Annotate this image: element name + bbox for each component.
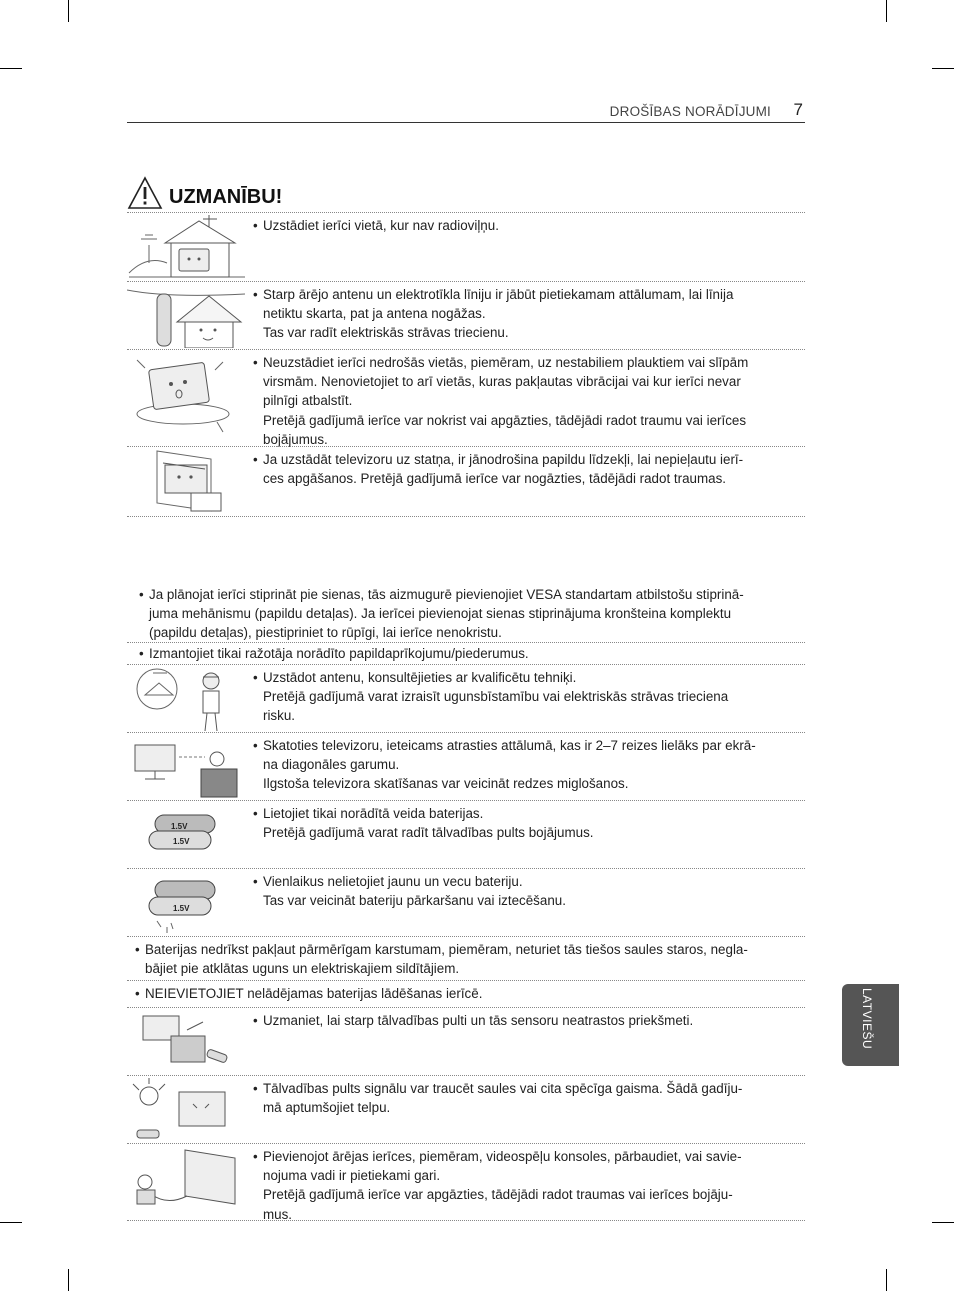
battery-label: 1.5V xyxy=(171,822,188,831)
list-item xyxy=(127,664,805,732)
item-line: Uzstādiet ierīci vietā, kur nav radioviļņu. xyxy=(263,218,499,233)
battery-label: 1.5V xyxy=(173,904,190,913)
crop-mark xyxy=(886,0,887,22)
caution-list xyxy=(127,212,805,1221)
item-line: Vienlaikus nelietojiet jaunu un vecu bateriju. xyxy=(263,874,523,889)
list-item xyxy=(127,516,805,642)
item-line: Ja plānojat ierīci stiprināt pie sienas, tās aizmugurē pievienojiet VESA standartam atbilstošu stiprinā- xyxy=(149,587,744,602)
item-line: NEIEVIETOJIET nelādējamas baterijas lādēšanas ierīcē. xyxy=(145,986,483,1001)
crop-mark xyxy=(0,1222,22,1223)
language-tab xyxy=(842,984,899,1066)
external-device-illustration xyxy=(127,1146,245,1225)
item-line: Baterijas nedrīkst pakļaut pārmērīgam karstumam, piemēram, neturiet tās tiešos saules staros, negla- xyxy=(145,942,748,957)
list-item xyxy=(127,212,805,281)
item-line: Starp ārējo antenu un elektrotīkla līniju ir jābūt pietiekamam attālumam, lai līnija xyxy=(263,287,734,302)
page-header xyxy=(127,100,805,123)
warning-triangle-icon xyxy=(127,176,163,210)
battery-illustration xyxy=(127,803,245,874)
crop-mark xyxy=(932,1222,954,1223)
item-line: (papildu detaļas), piestipriniet to rūpīgi, lai ierīce nenokristu. xyxy=(149,625,502,641)
crop-mark xyxy=(68,1269,69,1291)
house-antenna-illustration xyxy=(127,215,245,286)
item-note: Pretējā gadījumā ierīce var apgāzties, tādējādi radot traumas vai ierīces bojāju- xyxy=(263,1187,733,1203)
tv-stand-illustration xyxy=(127,449,245,520)
item-line: ces apgāšanos. Pretējā gadījumā ierīce var nogāzties, tādējādi radot traumas. xyxy=(263,471,726,487)
antenna-powerline-illustration xyxy=(127,284,245,353)
old-new-battery-illustration xyxy=(127,871,245,942)
item-line: Tālvadības pults signālu var traucēt saules vai cita spēcīga gaisma. Šādā gadīju- xyxy=(263,1081,743,1096)
item-line: nojuma vadi ir pietiekami gari. xyxy=(263,1168,441,1184)
list-item xyxy=(127,732,805,800)
item-line: mā aptumšojiet telpu. xyxy=(263,1100,391,1116)
item-note: Pretējā gadījumā ierīce var nokrist vai apgāzties, tādējādi radot traumu vai ierīces xyxy=(263,412,747,428)
item-note: Pretējā gadījumā varat izraisīt ugunsbīstamību vai elektriskās strāvas trieciena xyxy=(263,689,729,705)
item-note: Pretējā gadījumā varat radīt tālvadības pults bojājumus. xyxy=(263,825,594,841)
item-line: virsmām. Nenovietojiet to arī vietās, kuras pakļautas vibrācijai vai kur ierīci nevar xyxy=(263,374,741,390)
item-line: Neuzstādiet ierīci nedrošās vietās, piemēram, uz nestabiliem plauktiem vai slīpām xyxy=(263,355,749,370)
warning-heading xyxy=(127,176,805,212)
crop-mark xyxy=(68,0,69,22)
item-line: netiktu skarta, pat ja antena nogāžas. xyxy=(263,306,486,322)
item-note: mus. xyxy=(263,1206,293,1222)
item-note: risku. xyxy=(263,708,295,724)
language-tab-label: LATVIEŠU xyxy=(860,988,874,1050)
list-item xyxy=(127,349,805,446)
list-item xyxy=(127,868,805,936)
item-line: Uzstādot antenu, konsultējieties ar kvalificētu tehniķi. xyxy=(263,670,577,685)
tv-falling-illustration xyxy=(127,352,245,447)
item-line: Uzmaniet, lai starp tālvadības pulti un tās sensoru neatrastos priekšmeti. xyxy=(263,1013,694,1028)
list-item xyxy=(127,936,805,980)
list-item xyxy=(127,1143,805,1221)
list-item xyxy=(127,446,805,516)
item-line: Izmantojiet tikai ražotāja norādīto papildaprīkojumu/piederumus. xyxy=(149,646,529,661)
page-number: 7 xyxy=(793,100,803,119)
list-item xyxy=(127,642,805,664)
list-item xyxy=(127,281,805,349)
crop-mark xyxy=(932,68,954,69)
item-line: Ja uzstādāt televizoru uz statņa, ir jānodrošina papildu līdzekļi, lai nepieļautu ierī- xyxy=(263,452,744,467)
list-item xyxy=(127,1075,805,1143)
item-line: na diagonāles garumu. xyxy=(263,757,400,773)
item-note: Ilgstoša televizora skatīšanas var veicināt redzes miglošanos. xyxy=(263,776,629,792)
item-line: Skatoties televizoru, ieteicams atrasties attālumā, kas ir 2–7 reizes lielāks par ekrā- xyxy=(263,738,756,753)
strong-light-illustration xyxy=(127,1078,245,1149)
list-item xyxy=(127,800,805,868)
section-title: DROŠĪBAS NORĀDĪJUMI xyxy=(609,104,771,119)
item-line: Lietojiet tikai norādītā veida baterijas. xyxy=(263,806,484,821)
list-item xyxy=(127,1007,805,1075)
remote-obstruction-illustration xyxy=(127,1010,245,1081)
item-line: bājiet pie atklātas uguns un elektriskajiem sildītājiem. xyxy=(145,961,460,977)
warning-title: UZMANĪBU! xyxy=(169,186,283,208)
item-note: bojājumus. xyxy=(263,431,328,447)
viewing-distance-illustration xyxy=(127,735,245,806)
item-note: Tas var radīt elektriskās strāvas triecienu. xyxy=(263,325,509,341)
item-line: juma mehānismu (papildu detaļas). Ja ierīcei pievienojat sienas stiprinājuma kronšteina komplektu xyxy=(149,606,732,622)
technician-illustration xyxy=(127,667,245,738)
list-item xyxy=(127,980,805,1007)
crop-mark xyxy=(886,1269,887,1291)
item-note: Tas var veicināt bateriju pārkaršanu vai iztecēšanu. xyxy=(263,893,566,909)
crop-mark xyxy=(0,68,22,69)
item-line: Pievienojot ārējas ierīces, piemēram, videospēļu konsoles, pārbaudiet, vai savie- xyxy=(263,1149,742,1164)
battery-label: 1.5V xyxy=(173,837,190,846)
item-line: pilnīgi atbalstīt. xyxy=(263,393,353,409)
